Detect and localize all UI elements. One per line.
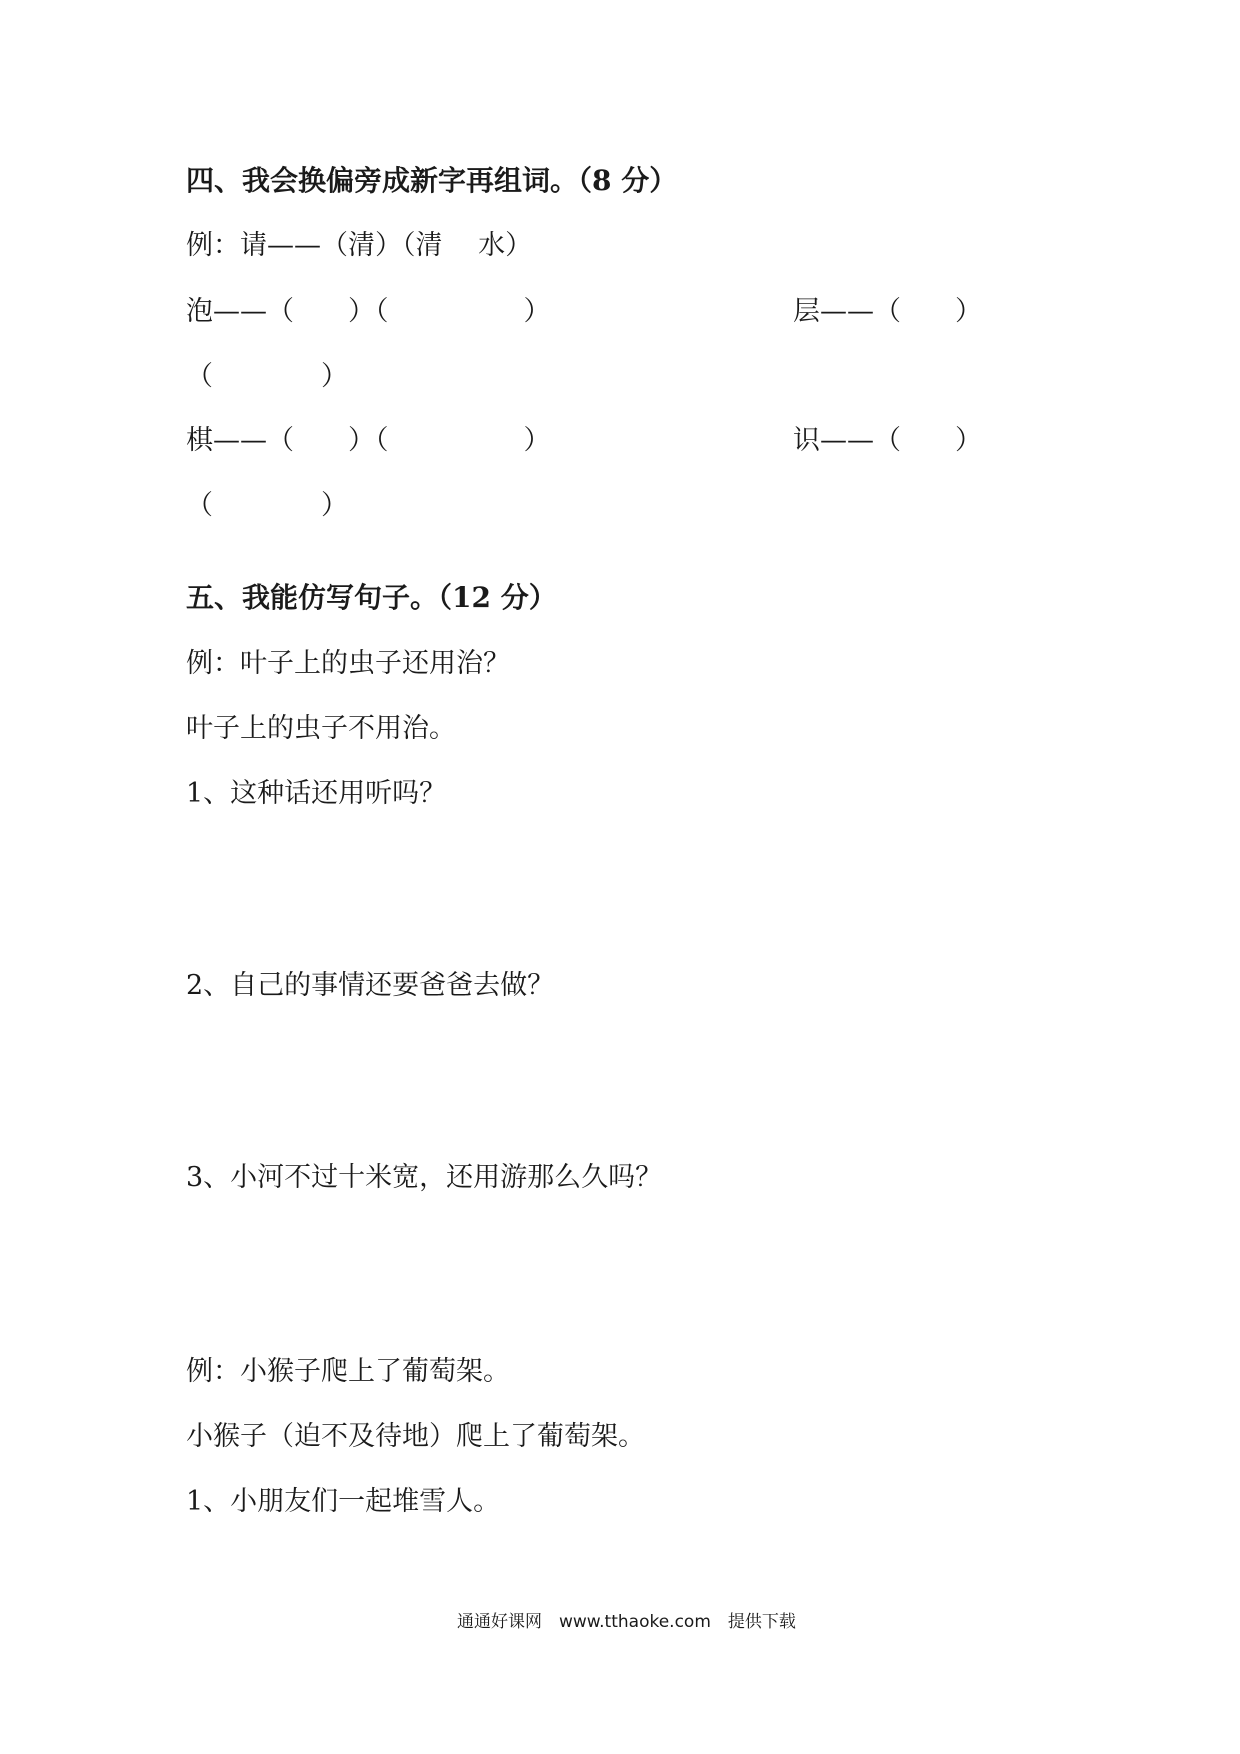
section-5-question-3: 3、小河不过十米宽，还用游那么久吗？	[186, 1162, 663, 1193]
section-4-row-2-right: 识——（ ）	[793, 425, 982, 456]
section-5-example-1-answer: 叶子上的虫子不用治。	[186, 713, 456, 744]
section-4-example: 例：请——（清）（清 水）	[186, 230, 533, 261]
page-footer: 通通好课网 www.tthaoke.com 提供下载	[457, 1612, 796, 1632]
section-5-example-1: 例：叶子上的虫子还用治？	[186, 648, 510, 679]
section-4-heading: 四、我会换偏旁成新字再组词。（8 分）	[186, 164, 678, 197]
section-5-example-2-answer: 小猴子（迫不及待地）爬上了葡萄架。	[186, 1421, 645, 1452]
section-4-row-2-left: 棋——（ ）（ ）	[186, 425, 551, 456]
section-4-row-1-right: 层——（ ）	[793, 296, 982, 327]
section-5-question-1: 1、这种话还用听吗？	[186, 778, 447, 809]
section-5-question-2: 2、自己的事情还要爸爸去做？	[186, 970, 555, 1001]
section-5-heading: 五、我能仿写句子。（12 分）	[186, 581, 557, 614]
section-4-row-1-continuation: （ ）	[186, 361, 348, 392]
section-4-row-2-continuation: （ ）	[186, 490, 348, 521]
section-4-row-1-left: 泡——（ ）（ ）	[186, 296, 551, 327]
section-5-example-2: 例：小猴子爬上了葡萄架。	[186, 1356, 510, 1387]
section-5-question-4: 1、小朋友们一起堆雪人。	[186, 1486, 501, 1517]
